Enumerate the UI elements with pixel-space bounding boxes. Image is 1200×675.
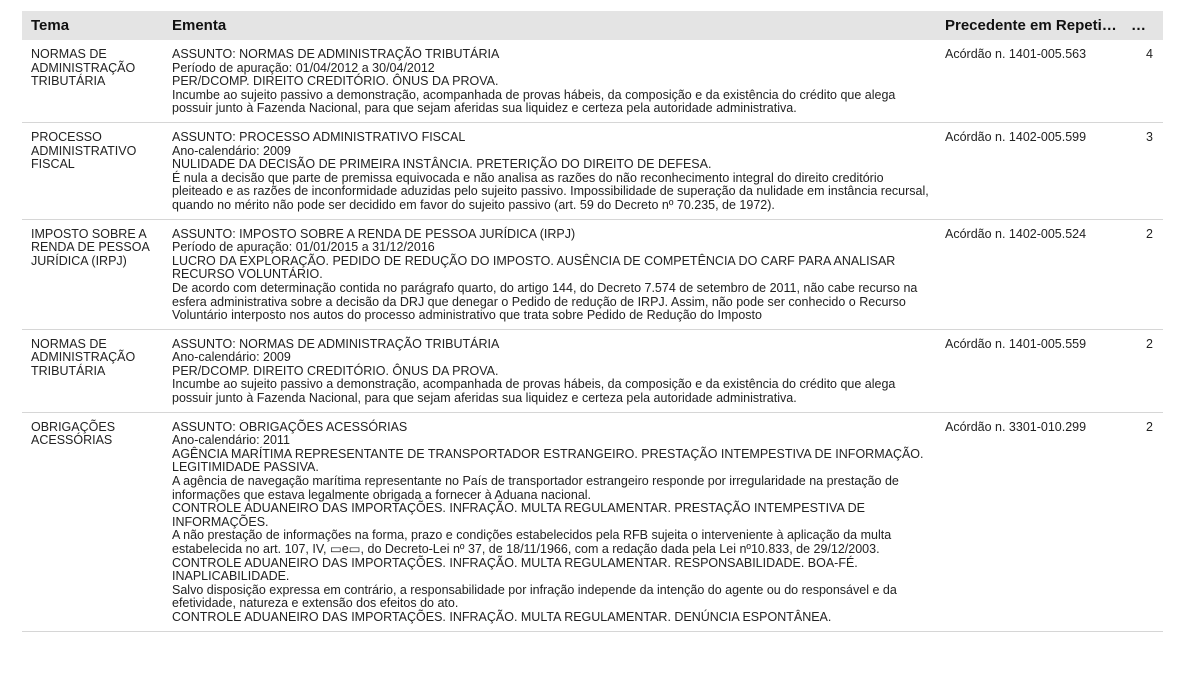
table-row	[22, 329, 1163, 412]
ementa-line: De acordo com determinação contida no parágrafo quarto, do artigo 144, do Decreto 7.574 de setembro de 2011, não cabe recurso na esfera administrativa sobre a decisão da DRJ que denegar o Pedido de redução de IRPJ. Assim, não pode ser conhecido o Recurso Voluntário interposto nos autos do processo administrativo que trata sobre Pedido de Redução do Imposto	[172, 280, 918, 323]
cell-ementa	[163, 40, 936, 122]
ementa-line: ASSUNTO: OBRIGAÇÕES ACESSÓRIAS	[172, 419, 408, 434]
table-row	[22, 219, 1163, 329]
ementa-line: PER/DCOMP. DIREITO CREDITÓRIO. ÔNUS DA PROVA.	[172, 74, 499, 89]
ementa-line: PER/DCOMP. DIREITO CREDITÓRIO. ÔNUS DA PROVA.	[172, 363, 499, 378]
table-row	[22, 40, 1163, 122]
table-body	[22, 40, 1163, 631]
ementa-line: Ano-calendário: 2009	[172, 350, 291, 365]
cell-precedente: Acórdão n. 1402-005.599	[936, 122, 1127, 219]
ementa-line: A agência de navegação marítima representante no País de transportador estrangeiro responde por irregularidade na prestação de informações que estava legalmente obrigada a fornecer à Aduana nacional.	[172, 474, 899, 502]
cell-count: 4	[1127, 40, 1163, 122]
ementa-line: AGÊNCIA MARÍTIMA REPRESENTANTE DE TRANSPORTADOR ESTRANGEIRO. PRESTAÇÃO INTEMPESTIVA DE INFORMAÇÃO. LEGITIMIDADE PASSIVA.	[172, 446, 924, 475]
ementa-line: Incumbe ao sujeito passivo a demonstração, acompanhada de provas hábeis, da composição e da existência do crédito que alega possuir junto à Fazenda Nacional, para que sejam aferidas sua liquidez e certeza pela autoridade administrativa.	[172, 87, 896, 116]
cell-tema: NORMAS DE ADMINISTRAÇÃO TRIBUTÁRIA	[22, 329, 163, 412]
ementa-line: ASSUNTO: NORMAS DE ADMINISTRAÇÃO TRIBUTÁRIA	[172, 336, 500, 351]
cell-ementa	[163, 329, 936, 412]
cell-ementa	[163, 122, 936, 219]
ementa-line: CONTROLE ADUANEIRO DAS IMPORTAÇÕES. INFRAÇÃO. MULTA REGULAMENTAR. PRESTAÇÃO INTEMPESTIVA DE INFORMAÇÕES.	[172, 501, 865, 529]
results-table	[22, 11, 1163, 632]
ementa-line: LUCRO DA EXPLORAÇÃO. PEDIDO DE REDUÇÃO DO IMPOSTO. AUSÊNCIA DE COMPETÊNCIA DO CARF PARA ANALISAR RECURSO VOLUNTÁRIO.	[172, 253, 896, 282]
column-header-ementa[interactable]: Ementa	[163, 11, 936, 40]
cell-precedente: Acórdão n. 1401-005.563	[936, 40, 1127, 122]
ementa-line: Salvo disposição expressa em contrário, a responsabilidade por infração independe da intenção do agente ou do responsável e da efetividade, natureza e extensão dos efeitos do ato.	[172, 582, 897, 611]
cell-count: 2	[1127, 219, 1163, 329]
cell-precedente: Acórdão n. 1401-005.559	[936, 329, 1127, 412]
ementa-line: CONTROLE ADUANEIRO DAS IMPORTAÇÕES. INFRAÇÃO. MULTA REGULAMENTAR. RESPONSABILIDADE. BOA-FÉ. INAPLICABILIDADE.	[172, 555, 858, 584]
header-row	[22, 11, 1163, 40]
table-header	[22, 11, 1163, 40]
cell-precedente: Acórdão n. 1402-005.524	[936, 219, 1127, 329]
cell-count: 3	[1127, 122, 1163, 219]
cell-tema: NORMAS DE ADMINISTRAÇÃO TRIBUTÁRIA	[22, 40, 163, 122]
cell-tema: PROCESSO ADMINISTRATIVO FISCAL	[22, 122, 163, 219]
ementa-line: É nula a decisão que parte de premissa equivocada e não analisa as razões do não reconhecimento integral do direito creditório pleiteado e as razões de inconformidade aduzidas pelo sujeito passivo. Impossibilidade de superação da nulidade em instância recursal, quando no mérito não pode ser decidido em favor do sujeito passivo (art. 59 do Decreto nº 70.235, de 1972).	[172, 170, 929, 212]
ementa-line: CONTROLE ADUANEIRO DAS IMPORTAÇÕES. INFRAÇÃO. MULTA REGULAMENTAR. DENÚNCIA ESPONTÂNEA.	[172, 609, 832, 624]
cell-ementa	[163, 219, 936, 329]
ementa-line: ASSUNTO: PROCESSO ADMINISTRATIVO FISCAL	[172, 129, 466, 144]
cell-count: 2	[1127, 412, 1163, 631]
ementa-line: Ano-calendário: 2009	[172, 143, 291, 158]
cell-count: 2	[1127, 329, 1163, 412]
ementa-line: Período de apuração: 01/01/2015 a 31/12/2016	[172, 240, 435, 255]
cell-tema: OBRIGAÇÕES ACESSÓRIAS	[22, 412, 163, 631]
ementa-line: ASSUNTO: IMPOSTO SOBRE A RENDA DE PESSOA JURÍDICA (IRPJ)	[172, 226, 576, 241]
ementa-line: Período de apuração: 01/04/2012 a 30/04/2012	[172, 60, 435, 75]
ementa-line: Incumbe ao sujeito passivo a demonstração, acompanhada de provas hábeis, da composição e da existência do crédito que alega possuir junto à Fazenda Nacional, para que sejam aferidas sua liquidez e certeza pela autoridade administrativa.	[172, 377, 896, 406]
cell-ementa	[163, 412, 936, 631]
ementa-line: A não prestação de informações na forma, prazo e condições estabelecidos pela RFB sujeita o interveniente à aplicação da multa estabelecida no art. 107, IV, ▭e▭, do Decreto-Lei nº 37, de 18/11/1966, com a redação dada pela Lei nº10.833, de 29/12/2003.	[172, 528, 892, 556]
cell-precedente: Acórdão n. 3301-010.299	[936, 412, 1127, 631]
table-row	[22, 412, 1163, 631]
cell-tema: IMPOSTO SOBRE A RENDA DE PESSOA JURÍDICA (IRPJ)	[22, 219, 163, 329]
column-header-tema[interactable]: Tema	[22, 11, 163, 40]
ementa-line: NULIDADE DA DECISÃO DE PRIMEIRA INSTÂNCIA. PRETERIÇÃO DO DIREITO DE DEFESA.	[172, 157, 712, 172]
ementa-line: Ano-calendário: 2011	[172, 433, 290, 448]
column-header-precedente[interactable]: Precedente em Repeti…	[936, 11, 1127, 40]
column-header-extra[interactable]: …	[1127, 11, 1163, 40]
table-row	[22, 122, 1163, 219]
ementa-line: ASSUNTO: NORMAS DE ADMINISTRAÇÃO TRIBUTÁRIA	[172, 47, 500, 61]
